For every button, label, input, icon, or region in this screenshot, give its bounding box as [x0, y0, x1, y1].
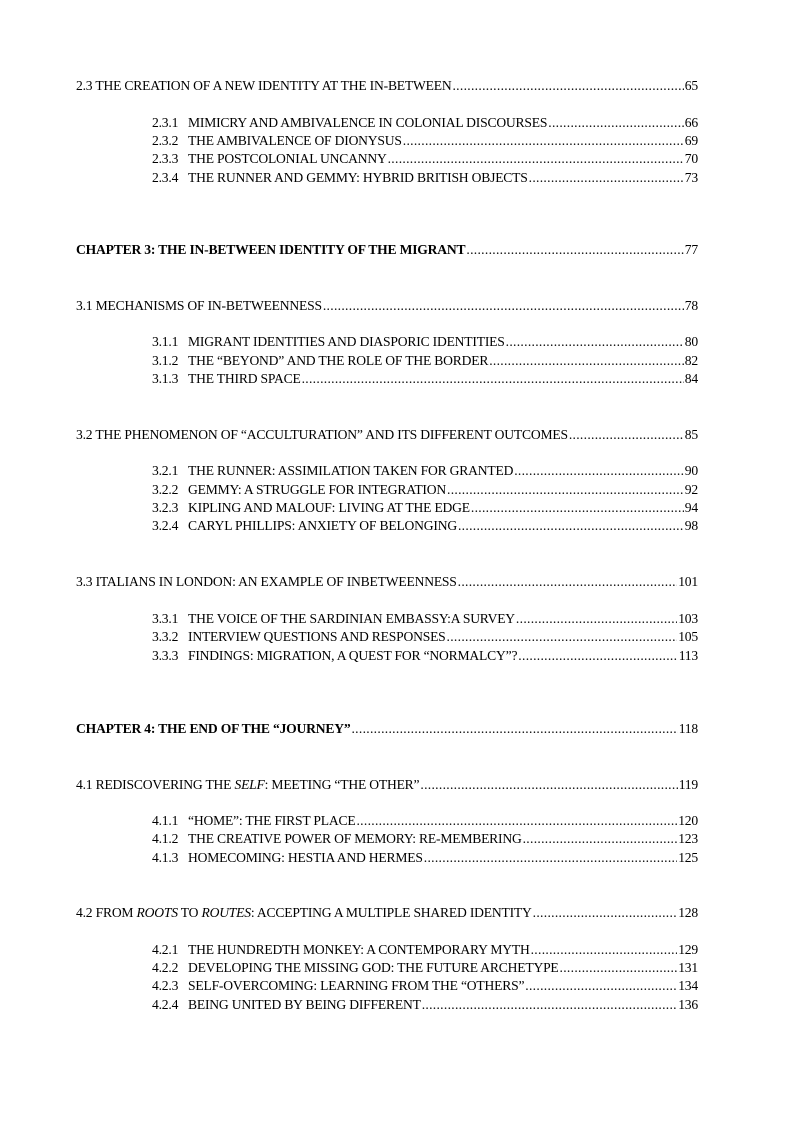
toc-entry-2-3-3	[152, 150, 698, 168]
toc-entry-title: MIMICRY AND AMBIVALENCE IN COLONIAL DISCOURSES	[188, 115, 548, 130]
toc-entry-page: 78	[684, 298, 698, 313]
dot-leader	[531, 941, 678, 959]
toc-entry-page: 101	[678, 574, 698, 589]
toc-entry-page: 125	[678, 850, 698, 865]
toc-entry-title: 3.1 MECHANISMS OF IN-BETWEENNESS	[76, 298, 322, 313]
toc-entry-number: 3.2.2	[152, 482, 179, 497]
chapter-title: CHAPTER 3: THE IN-BETWEEN IDENTITY OF THE MIGRANT	[76, 242, 466, 257]
dot-leader	[302, 370, 684, 388]
toc-entry-4-1	[76, 776, 698, 794]
dot-leader	[516, 610, 677, 628]
toc-entry-number: 3.1.1	[152, 334, 179, 349]
toc-entry-number: 4.1.2	[152, 831, 179, 846]
toc-entry-4-2-1	[152, 941, 698, 959]
dot-leader	[424, 849, 677, 867]
toc-entry-title: THE VOICE OF THE SARDINIAN EMBASSY:A SURVEY	[188, 611, 515, 626]
toc-entry-3-3	[76, 573, 698, 591]
toc-entry-number: 4.2.4	[152, 997, 179, 1012]
toc-entry-title	[76, 776, 419, 794]
toc-entry-number: 4.1.3	[152, 850, 179, 865]
toc-entry-3-2-1	[152, 462, 698, 480]
dot-leader	[351, 720, 677, 738]
title-italic-roots: ROOTS	[136, 905, 178, 920]
dot-leader	[569, 426, 684, 444]
toc-entry-page: 85	[684, 427, 698, 442]
toc-entry-page: 80	[684, 334, 698, 349]
toc-entry-number: 3.1.3	[152, 371, 179, 386]
toc-entry-page: 94	[684, 500, 698, 515]
dot-leader	[458, 517, 684, 535]
toc-entry-3-2-2	[152, 481, 698, 499]
toc-entry-page: 66	[684, 115, 698, 130]
toc-entry-page: 129	[678, 942, 698, 957]
toc-entry-3-3-3	[152, 647, 698, 665]
toc-entry-page: 69	[684, 133, 698, 148]
dot-leader	[529, 169, 684, 187]
toc-entry-title: INTERVIEW QUESTIONS AND RESPONSES	[188, 629, 446, 644]
toc-entry-title: THE CREATIVE POWER OF MEMORY: RE-MEMBERING	[188, 831, 522, 846]
toc-entry-4-2	[76, 904, 698, 922]
toc-entry-title: THE POSTCOLONIAL UNCANNY	[188, 151, 387, 166]
dot-leader	[514, 462, 684, 480]
toc-entry-page: 82	[684, 353, 698, 368]
toc-entry-4-2-3	[152, 977, 698, 995]
title-suffix: : MEETING “THE OTHER”	[264, 777, 420, 792]
dot-leader	[525, 977, 677, 995]
title-italic-routes: ROUTES	[201, 905, 251, 920]
dot-leader	[458, 573, 678, 591]
toc-entry-page: 118	[678, 721, 698, 736]
toc-entry-title: THE THIRD SPACE	[188, 371, 301, 386]
toc-entry-number: 3.3.1	[152, 611, 179, 626]
toc-entry-3-1	[76, 297, 698, 315]
chapter-title: CHAPTER 4: THE END OF THE “JOURNEY”	[76, 721, 351, 736]
toc-entry-3-2	[76, 426, 698, 444]
toc-chapter-3	[76, 241, 698, 259]
toc-entry-title: CARYL PHILLIPS: ANXIETY OF BELONGING	[188, 518, 457, 533]
toc-entry-page: 136	[678, 997, 698, 1012]
toc-entry-4-1-1	[152, 812, 698, 830]
toc-entry-page: 128	[678, 905, 698, 920]
toc-entry-title: THE RUNNER AND GEMMY: HYBRID BRITISH OBJECTS	[188, 170, 528, 185]
toc-entry-title: THE HUNDREDTH MONKEY: A CONTEMPORARY MYTH	[188, 942, 530, 957]
dot-leader	[422, 996, 678, 1014]
dot-leader	[452, 77, 683, 95]
toc-entry-title: SELF-OVERCOMING: LEARNING FROM THE “OTHERS”	[188, 978, 525, 993]
toc-entry-4-2-4	[152, 996, 698, 1014]
dot-leader	[523, 830, 678, 848]
toc-entry-page: 123	[678, 831, 698, 846]
toc-entry-title: 3.3 ITALIANS IN LONDON: AN EXAMPLE OF INBETWEENNESS	[76, 574, 457, 589]
toc-entry-number: 2.3.4	[152, 170, 179, 185]
toc-entry-page: 131	[678, 960, 698, 975]
toc-entry-page: 70	[684, 151, 698, 166]
dot-leader	[560, 959, 678, 977]
toc-chapter-4	[76, 720, 698, 738]
toc-entry-number: 2.3.3	[152, 151, 179, 166]
toc-entry-title: GEMMY: A STRUGGLE FOR INTEGRATION	[188, 482, 446, 497]
toc-entry-page: 119	[678, 777, 698, 792]
toc-entry-3-1-3	[152, 370, 698, 388]
toc-entry-title: THE “BEYOND” AND THE ROLE OF THE BORDER	[188, 353, 489, 368]
toc-entry-3-2-4	[152, 517, 698, 535]
dot-leader	[466, 241, 683, 259]
toc-entry-3-1-1	[152, 333, 698, 351]
toc-entry-page: 103	[678, 611, 698, 626]
toc-entry-2-3-1	[152, 114, 698, 132]
toc-entry-number: 4.1.1	[152, 813, 179, 828]
toc-entry-number: 3.3.2	[152, 629, 179, 644]
dot-leader	[356, 812, 677, 830]
toc-entry-number: 2.3.1	[152, 115, 179, 130]
toc-entry-page: 73	[684, 170, 698, 185]
toc-entry-page: 77	[684, 242, 698, 257]
toc-entry-3-2-3	[152, 499, 698, 517]
toc-entry-2-3-2	[152, 132, 698, 150]
toc-entry-title: KIPLING AND MALOUF: LIVING AT THE EDGE	[188, 500, 470, 515]
toc-entry-3-3-2	[152, 628, 698, 646]
toc-entry-number: 3.3.3	[152, 648, 179, 663]
toc-entry-number: 4.2.2	[152, 960, 179, 975]
toc-entry-title: BEING UNITED BY BEING DIFFERENT	[188, 997, 421, 1012]
toc-entry-title: FINDINGS: MIGRATION, A QUEST FOR “NORMALCY”?	[188, 648, 518, 663]
dot-leader	[388, 150, 684, 168]
dot-leader	[447, 628, 678, 646]
dot-leader	[518, 647, 677, 665]
toc-entry-title: MIGRANT IDENTITIES AND DIASPORIC IDENTITIES	[188, 334, 505, 349]
toc-entry-3-3-1	[152, 610, 698, 628]
toc-entry-number: 3.2.4	[152, 518, 179, 533]
toc-entry-number: 3.1.2	[152, 353, 179, 368]
toc-entry-title	[76, 904, 532, 922]
dot-leader	[548, 114, 684, 132]
toc-entry-page: 92	[684, 482, 698, 497]
dot-leader	[447, 481, 684, 499]
toc-entry-page: 98	[684, 518, 698, 533]
toc-entry-4-1-3	[152, 849, 698, 867]
dot-leader	[506, 333, 684, 351]
toc-entry-title: THE RUNNER: ASSIMILATION TAKEN FOR GRANTED	[188, 463, 514, 478]
toc-entry-title: 2.3 THE CREATION OF A NEW IDENTITY AT THE IN-BETWEEN	[76, 78, 452, 93]
toc-entry-title: “HOME”: THE FIRST PLACE	[188, 813, 356, 828]
toc-entry-page: 120	[678, 813, 698, 828]
toc-entry-title: HOMECOMING: HESTIA AND HERMES	[188, 850, 423, 865]
dot-leader	[403, 132, 684, 150]
toc-entry-page: 105	[678, 629, 698, 644]
toc-entry-page: 134	[678, 978, 698, 993]
toc-entry-title: 3.2 THE PHENOMENON OF “ACCULTURATION” AND ITS DIFFERENT OUTCOMES	[76, 427, 568, 442]
toc-entry-3-1-2	[152, 352, 698, 370]
dot-leader	[420, 776, 677, 794]
title-mid: TO	[177, 905, 202, 920]
toc-entry-number: 4.2.1	[152, 942, 179, 957]
toc-entry-2-3	[76, 77, 698, 95]
toc-entry-page: 113	[678, 648, 698, 663]
toc-entry-number: 2.3.2	[152, 133, 179, 148]
toc-entry-title: THE AMBIVALENCE OF DIONYSUS	[188, 133, 402, 148]
toc-entry-4-2-2	[152, 959, 698, 977]
title-prefix: 4.2 FROM	[76, 905, 137, 920]
toc-entry-2-3-4	[152, 169, 698, 187]
toc-entry-number: 3.2.3	[152, 500, 179, 515]
toc-entry-page: 84	[684, 371, 698, 386]
toc-entry-number: 3.2.1	[152, 463, 179, 478]
toc-entry-page: 90	[684, 463, 698, 478]
title-suffix: : ACCEPTING A MULTIPLE SHARED IDENTITY	[250, 905, 532, 920]
toc-entry-page: 65	[684, 78, 698, 93]
dot-leader	[533, 904, 678, 922]
toc-entry-number: 4.2.3	[152, 978, 179, 993]
dot-leader	[471, 499, 684, 517]
title-italic: SELF	[234, 777, 265, 792]
dot-leader	[489, 352, 684, 370]
toc-entry-4-1-2	[152, 830, 698, 848]
title-prefix: 4.1 REDISCOVERING THE	[76, 777, 235, 792]
dot-leader	[323, 297, 684, 315]
toc-entry-title: DEVELOPING THE MISSING GOD: THE FUTURE ARCHETYPE	[188, 960, 559, 975]
